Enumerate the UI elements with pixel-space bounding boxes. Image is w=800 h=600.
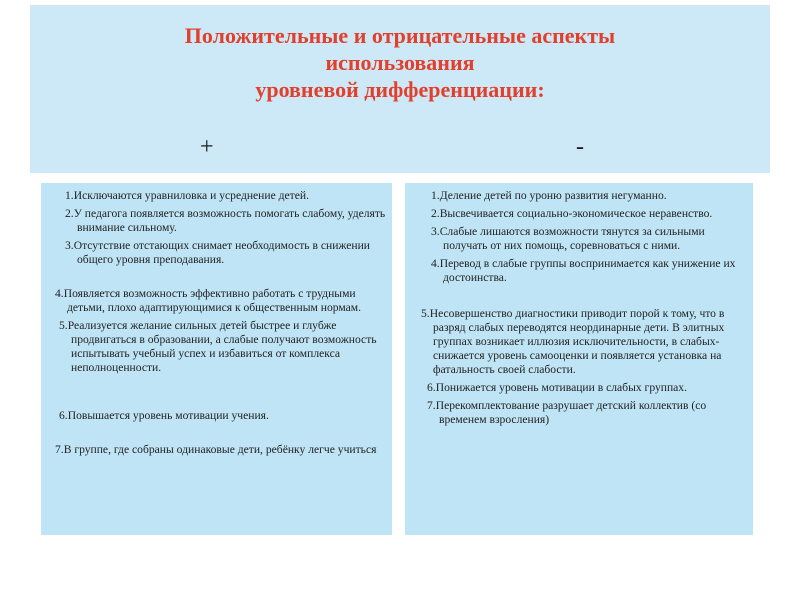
positive-item-7: 7.В группе, где собраны одинаковые дети, ребёнку легче учиться [55,443,377,456]
positive-item-4: 4.Появляется возможность эффективно работать с трудными детьми, плохо адаптирующимися к общественным нормам. [55,287,361,314]
positive-aspects-column [41,183,392,535]
minus-sign: - [576,134,584,160]
title-line-2: использования [325,50,475,75]
title-line-1: Положительные и отрицательные аспекты [184,23,616,48]
negative-item-2: 2.Высвечивается социально-экономическое неравенство. [431,207,713,220]
plus-sign: + [200,134,214,160]
negative-aspects-column [405,183,753,535]
positive-item-2: 2.У педагога появляется возможность помогать слабому, уделять внимание сильному. [65,207,386,234]
negative-item-3: 3.Слабые лишаются возможности тянутся за сильными получать от них помощь, соревноваться с ними. [431,225,705,252]
positive-item-5: 5.Реализуется желание сильных детей быстрее и глубже продвигаться в образовании, а слабые получают возможность испытывать учебный успех и избавиться от комплекса неполноценности. [59,319,377,374]
negative-item-7: 7.Перекомплектование разрушает детский коллектив (со временем взросления) [427,399,707,426]
positive-item-1: 1.Исключаются уравниловка и усреднение детей. [65,189,310,202]
negative-item-6: 6.Понижается уровень мотивации в слабых группах. [427,381,688,394]
title-line-3: уровневой дифференциации: [255,77,545,102]
negative-item-5: 5.Несовершенство диагностики приводит порой к тому, что в разряд слабых переводятся неординарные дети. В элитных группах возникает иллюзия исключительности, в слабых- снижается уровень самооценки и появляется установка на фатальность своей слабости. [421,307,725,376]
positive-item-3: 3.Отсутствие отстающих снимает необходимость в снижении общего уровня преподавания. [65,239,371,266]
slide-header [30,5,770,173]
negative-item-4: 4.Перевод в слабые группы воспринимается как унижение их достоинства. [431,257,736,284]
positive-item-6: 6.Повышается уровень мотивации учения. [59,409,269,422]
slide-title [30,22,770,103]
negative-item-1: 1.Деление детей по уроню развития негуманно. [431,189,667,202]
